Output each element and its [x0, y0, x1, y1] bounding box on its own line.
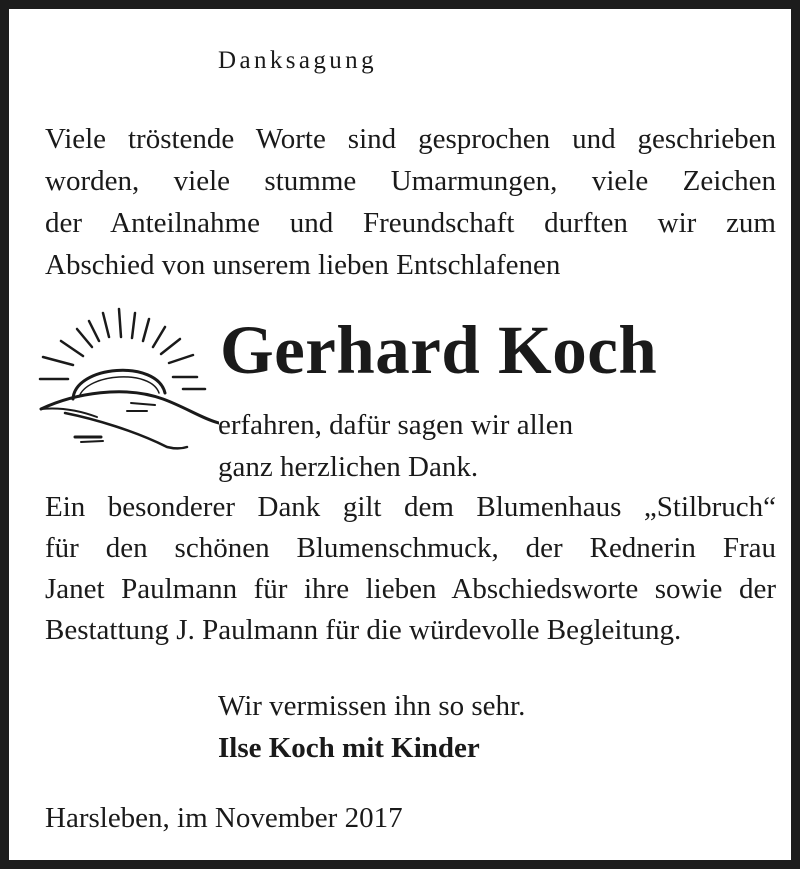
- after-name-line-2: ganz herzlichen Dank.: [218, 451, 479, 483]
- after-name-line-1: erfahren, dafür sagen wir allen: [218, 409, 574, 441]
- signature: Ilse Koch mit Kinder: [218, 732, 480, 764]
- intro-line-4: Abschied von unserem lieben Entschlafenen: [45, 249, 561, 281]
- intro-line-3: der Anteilnahme und Freundschaft durften wir zum: [45, 207, 776, 239]
- closing-line: Wir vermissen ihn so sehr.: [218, 690, 526, 722]
- place-date: Harsleben, im November 2017: [45, 802, 403, 834]
- thanks-line-1: Ein besonderer Dank gilt dem Blumenhaus „Stilbruch“: [45, 491, 776, 523]
- intro-line-1: Viele tröstende Worte sind gesprochen und geschrieben: [45, 123, 776, 155]
- setting-sun-over-hills-icon: [35, 307, 219, 453]
- deceased-name: Gerhard Koch: [220, 312, 658, 388]
- thanks-line-4: Bestattung J. Paulmann für die würdevolle Begleitung.: [45, 614, 682, 646]
- thanks-line-3: Janet Paulmann für ihre lieben Abschiedsworte sowie der: [45, 573, 776, 605]
- notice-heading: Danksagung: [218, 47, 377, 74]
- thanks-line-2: für den schönen Blumenschmuck, der Rednerin Frau: [45, 532, 776, 564]
- intro-line-2: worden, viele stumme Umarmungen, viele Zeichen: [45, 165, 776, 197]
